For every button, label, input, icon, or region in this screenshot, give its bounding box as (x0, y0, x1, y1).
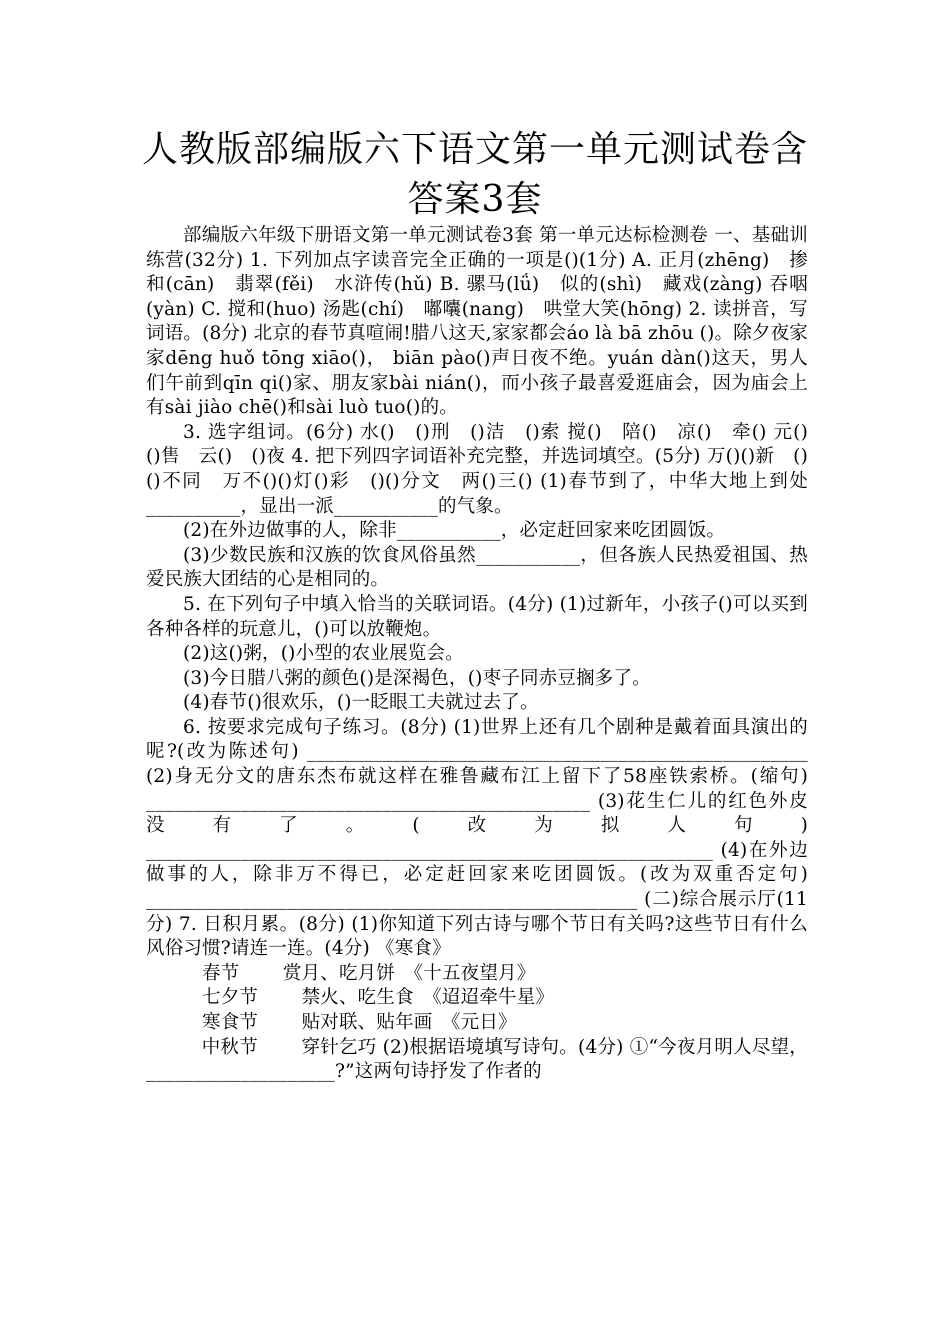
paragraph: (2)这()粥，()小型的农业展览会。 (183, 643, 464, 665)
paragraph: (2)在外边做事的人，除非___________，必定赶回家来吃团圆饭。 (183, 520, 726, 542)
paragraph: 3. 选字组词。(6分) 水() ()刑 ()洁 ()索 搅() 陪() 凉() 牵() 元() ()售 云() ()夜 4. 把下列四字词语补充完整，并选词填空。(5分) 万()()新 ()()不同 万不()()灯()彩 ()()分文 两()三() (1)春节到了，中华大地上到处__________，显出一派___________的气象。 (146, 421, 827, 517)
document-title-line-2: 答案3套 (407, 179, 543, 220)
matching-row: 寒食节 贴对联、贴年画 《元日》 (202, 1012, 517, 1033)
paragraph: 6. 按要求完成句子练习。(8分) (1)世界上还有几个剧种是戴着面具演出的呢?(改为陈述句) _____________________________________________________ (2)身无分文的唐东杰布就这样在雅鲁藏布江上留下了58座铁索桥。(缩句) _______________________________________________ (3)花生仁儿的红色外皮没有了。(改为拟人句) ____________________________________________________________ (4)在外边做事的人，除非万不得已，必定赶回家来吃团圆饭。(改为双重否定句) ____________________________________________________ (二)综合展示厅(11分) 7. 日积月累。(8分) (1)你知道下列古诗与哪个节日有关吗?这些节日有什么风俗习惯?请连一连。(4分) 《寒食》 (146, 716, 808, 960)
document-body (146, 224, 827, 1085)
paragraph: 中秋节 穿针乞巧 (2)根据语境填写诗句。(4分) ①“今夜月明人尽望，____________________?”这两句诗抒发了作者的 (146, 1036, 808, 1083)
paragraph: (3)少数民族和汉族的饮食风俗虽然___________，但各族人民热爱祖国、热爱民族大团结的心是相同的。 (146, 544, 808, 591)
paragraph: 部编版六年级下册语文第一单元测试卷3套 第一单元达标检测卷 一、基础训练营(32分) 1. 下列加点字读音完全正确的一项是()(1分) A. 正月(zhēng) 掺和(cān) 翡翠(fěi) 水浒传(hǔ) B. 骡马(lǘ) 似的(shì) 藏戏(zàng) 吞咽(yàn) C. 搅和(huo) 汤匙(chí) 嘟囔(nang) 哄堂大笑(hōng) 2. 读拼音，写词语。(8分) 北京的春节真喧闹!腊八这天,家家都会áo là bā zhōu ()。除夕夜家家dēng huǒ tōng xiāo()， biān pào()声日夜不绝。yuán dàn()这天，男人们午前到qīn qi()家、朋友家bài nián()，而小孩子最喜爱逛庙会，因为庙会上有sài jiào chē()和sài luò tuo()的。 (146, 225, 808, 419)
matching-row: 春节 赏月、吃月饼 《十五夜望月》 (202, 962, 536, 984)
paragraph: (4)春节()很欢乐，()一眨眼工夫就过去了。 (183, 692, 539, 714)
paragraph: 5. 在下列句子中填入恰当的关联词语。(4分) (1)过新年，小孩子()可以买到各种各样的玩意儿，()可以放鞭炮。 (146, 593, 808, 640)
matching-row: 七夕节 禁火、吃生食 《迢迢牵牛星》 (202, 987, 555, 1009)
paragraph: (3)今日腊八粥的颜色()是深褐色，()枣子同赤豆搁多了。 (183, 667, 651, 689)
document-title-line-1: 人教版部编版六下语文第一单元测试卷含 (141, 129, 808, 170)
